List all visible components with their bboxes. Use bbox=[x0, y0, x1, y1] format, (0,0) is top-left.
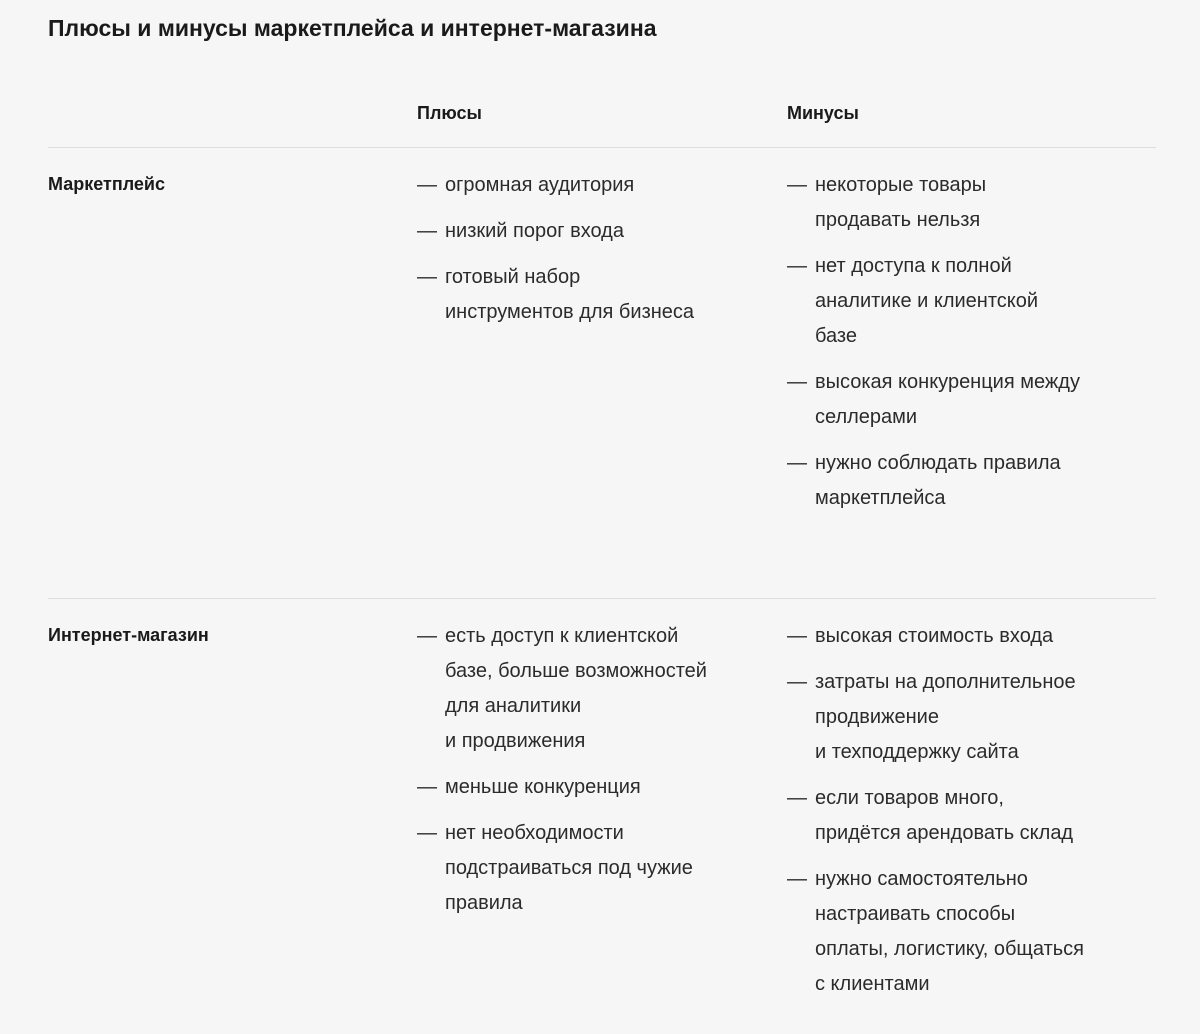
dash-bullet: — bbox=[417, 174, 437, 196]
dash-bullet: — bbox=[417, 776, 437, 798]
dash-bullet: — bbox=[787, 255, 807, 277]
list-item-text: есть доступ к клиентской базе, больше возможностей для аналитики и продвижения bbox=[445, 625, 707, 752]
cons-list-marketplace bbox=[787, 168, 1147, 527]
list-item-text: высокая конкуренция между селлерами bbox=[815, 371, 1080, 428]
list-item-text: низкий порог входа bbox=[445, 220, 624, 242]
list-item bbox=[787, 781, 1147, 851]
page-title: Плюсы и минусы маркетплейса и интернет-магазина bbox=[48, 15, 657, 41]
list-item bbox=[417, 770, 757, 805]
list-item bbox=[787, 446, 1147, 516]
list-item bbox=[417, 816, 757, 921]
list-item bbox=[787, 365, 1147, 435]
list-item bbox=[417, 619, 757, 759]
list-item-text: меньше конкуренция bbox=[445, 776, 641, 798]
pros-list-marketplace bbox=[417, 168, 757, 341]
list-item-text: нет необходимости подстраиваться под чужие правила bbox=[445, 822, 693, 914]
pros-list-online-store bbox=[417, 619, 757, 932]
table-row-marketplace bbox=[48, 148, 1156, 599]
list-item-text: нет доступа к полной аналитике и клиентской базе bbox=[815, 255, 1039, 347]
list-item-text: огромная аудитория bbox=[445, 174, 635, 196]
dash-bullet: — bbox=[787, 671, 807, 693]
dash-bullet: — bbox=[787, 787, 807, 809]
list-item bbox=[787, 665, 1147, 770]
list-item bbox=[417, 214, 757, 249]
list-item bbox=[787, 619, 1147, 654]
column-header-cons: Минусы bbox=[787, 103, 859, 123]
dash-bullet: — bbox=[787, 868, 807, 890]
list-item-text: некоторые товары продавать нельзя bbox=[815, 174, 987, 231]
list-item bbox=[787, 862, 1147, 1002]
cons-list-online-store bbox=[787, 619, 1147, 1013]
dash-bullet: — bbox=[787, 371, 807, 393]
list-item bbox=[417, 260, 757, 330]
list-item-text: если товаров много, придётся арендовать склад bbox=[815, 787, 1074, 844]
list-item-text: готовый набор инструментов для бизнеса bbox=[445, 266, 695, 323]
list-item-text: нужно самостоятельно настраивать способы оплаты, логистику, общаться с клиентами bbox=[815, 868, 1084, 995]
dash-bullet: — bbox=[787, 174, 807, 196]
list-item-text: затраты на дополнительное продвижение и техподдержку сайта bbox=[815, 671, 1076, 763]
dash-bullet: — bbox=[787, 452, 807, 474]
dash-bullet: — bbox=[417, 266, 437, 288]
row-label-online-store: Интернет-магазин bbox=[48, 625, 209, 645]
row-label-marketplace: Маркетплейс bbox=[48, 174, 165, 194]
list-item bbox=[417, 168, 757, 203]
list-item-text: нужно соблюдать правила маркетплейса bbox=[815, 452, 1061, 509]
dash-bullet: — bbox=[417, 220, 437, 242]
table-header-row bbox=[48, 100, 1156, 148]
list-item bbox=[787, 168, 1147, 238]
list-item bbox=[787, 249, 1147, 354]
dash-bullet: — bbox=[787, 625, 807, 647]
column-header-pros: Плюсы bbox=[417, 103, 482, 123]
dash-bullet: — bbox=[417, 822, 437, 844]
list-item-text: высокая стоимость входа bbox=[815, 625, 1054, 647]
dash-bullet: — bbox=[417, 625, 437, 647]
table-row-online-store bbox=[48, 599, 1156, 1034]
